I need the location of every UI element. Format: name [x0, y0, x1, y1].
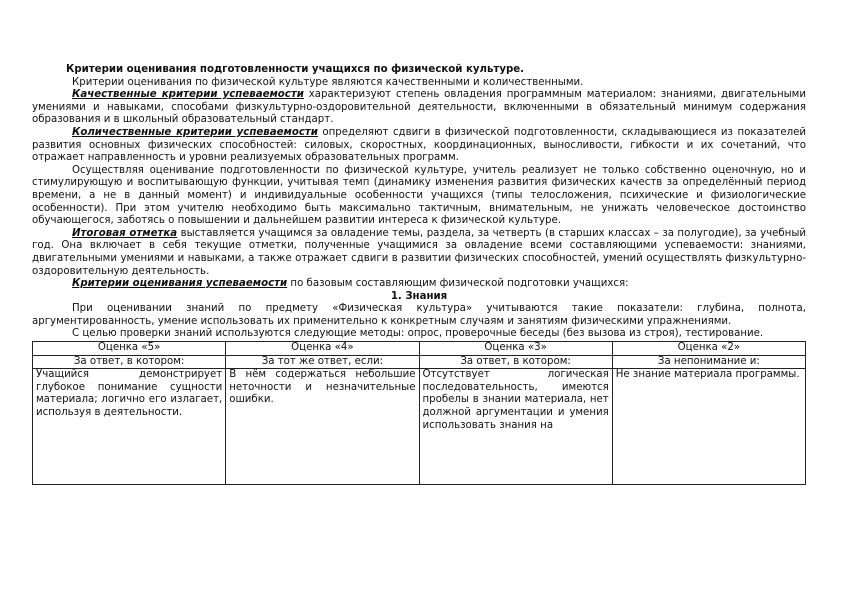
condition-cell: За ответ, в котором:	[33, 355, 226, 369]
condition-cell: За ответ, в котором:	[419, 355, 612, 369]
intro-paragraph: Критерии оценивания по физической культуре являются качественными и количественными.	[72, 76, 584, 88]
assessment-paragraph: Осуществляя оценивание подготовленности по физической культуре, учитель реализует не только собственно оценочную, но и стимулирующую и воспитывающую функции, учитывая темп (динамику изменения развития физических качеств за определённый период времени, а не в данный момент) и индивидуальные особенности учащихся (типы телосложения, психические и физиологические особенности). При этом учителю необходимо быть максимально тактичным, внимательным, не унижать человеческое достоинство обучающегося, заботясь о повышении и дальнейшем развитии интереса к физической культуре.	[32, 164, 806, 227]
document-title: Критерии оценивания подготовленности учащихся по физической культуре.	[66, 64, 525, 75]
description-cell: Учащийся демонстрирует глубокое понимание сущности материала; логично его излагает, используя в деятельности.	[33, 369, 226, 485]
methods-paragraph: С целью проверки знаний используются следующие методы: опрос, проверочные беседы (без вызова из строя), тестирование.	[72, 328, 764, 340]
grade-header: Оценка «5»	[33, 342, 226, 356]
document-page	[32, 64, 806, 485]
quantitative-paragraph	[32, 127, 806, 165]
quantitative-text: определяют сдвиги в физической подготовленности, складывающиеся из показателей развития основных физических способностей: силовых, скоростных, координационных, выносливости, гибкости и их сочетаний, что отражает направленность и уровни реализуемых образовательных программ.	[32, 126, 806, 164]
knowledge-paragraph: При оценивании знаний по предмету «Физическая культура» учитываются такие показатели: глубина, полнота, аргументированность, умение использовать их применительно к конкретным случаям и занятиям физическими упражнениями.	[32, 303, 806, 327]
condition-cell: За непонимание и:	[612, 355, 805, 369]
table-row	[33, 342, 806, 356]
grade-header: Оценка «2»	[612, 342, 805, 356]
criteria-term: Критерии оценивания успеваемости	[72, 278, 288, 290]
grade-header: Оценка «4»	[226, 342, 419, 356]
final-grade-text: выставляется учащимся за овладение темы, раздела, за четверть (в старших классах – за полугодие), за учебный год. Она включает в себя текущие отметки, полученные учащимися за овладение всеми составляющими успеваемости: знаниями, двигательными умениями и навыками, а также отражает сдвиги в развитии физических способностей, умений осуществлять физкультурно-оздоровительную деятельность.	[32, 227, 806, 277]
grades-table	[32, 341, 806, 485]
qualitative-text: характеризуют степень овладения программным материалом: знаниями, двигательными умениями и навыками, способами физкультурно-оздоровительной деятельности, включенными в обязательный минимум содержания образования и в школьный образовательный стандарт.	[32, 89, 806, 126]
table-row	[33, 355, 806, 369]
section-heading: 1. Знания	[390, 290, 448, 302]
quantitative-term: Количественные критерии успеваемости	[72, 126, 318, 138]
qualitative-term: Качественные критерии успеваемости	[72, 89, 304, 101]
final-grade-term: Итоговая отметка	[72, 227, 178, 239]
criteria-text: по базовым составляющим физической подготовки учащихся:	[287, 278, 629, 290]
qualitative-paragraph	[32, 89, 806, 127]
description-cell: Не знание материала программы.	[612, 369, 805, 485]
criteria-paragraph	[32, 278, 806, 291]
final-grade-paragraph	[32, 228, 806, 278]
condition-cell: За тот же ответ, если:	[226, 355, 419, 369]
description-cell: В нём содержаться небольшие неточности и незначительные ошибки.	[226, 369, 419, 485]
table-row	[33, 369, 806, 485]
description-cell: Отсутствует логическая последовательность, имеются пробелы в знании материала, нет должной аргументации и умения использовать знания на	[419, 369, 612, 485]
grade-header: Оценка «3»	[419, 342, 612, 356]
